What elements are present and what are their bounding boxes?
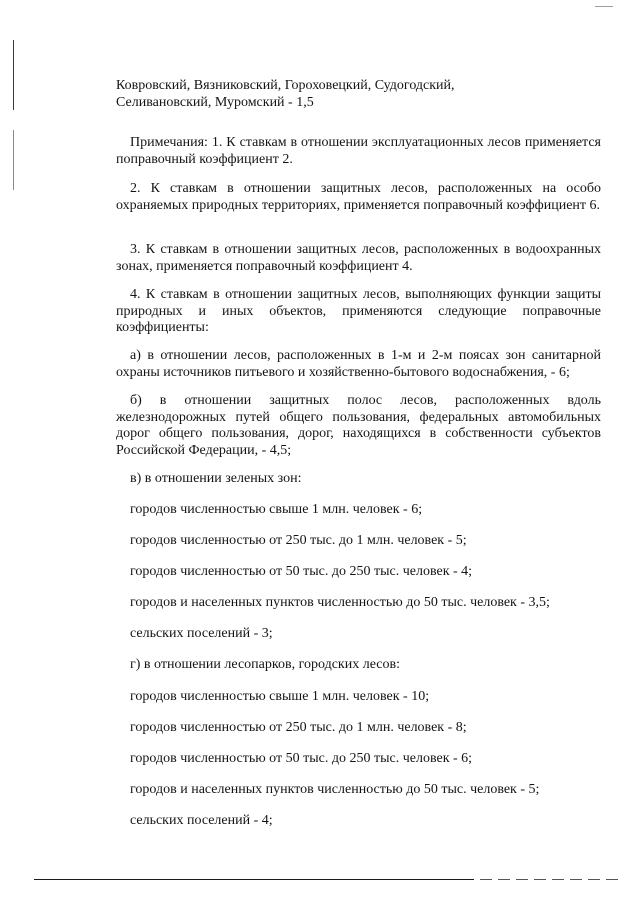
green-zones-item: сельских поселений - 3; xyxy=(130,626,273,641)
forest-parks-heading: г) в отношении лесопарков, городских лесов: xyxy=(130,657,400,672)
footer-rule-dash xyxy=(552,879,564,880)
note-item-b: б) в отношении защитных полос лесов, расположенных вдоль железнодорожных путей общего пользования, федеральных автомобильных дорог общего пользования, дорог, находящихся в собственности субъектов Российской Федерации, - 4,5; xyxy=(116,393,601,458)
forest-parks-item: городов численностью от 50 тыс. до 250 тыс. человек - 6; xyxy=(130,751,473,766)
footer-rule-dash xyxy=(534,879,546,880)
note-item-a: а) в отношении лесов, расположенных в 1-м и 2-м поясах зон санитарной охраны источников питьевого и хозяйственно-бытового водоснабжения, - 6; xyxy=(116,348,601,380)
region-list-line-2: Селивановский, Муромский - 1,5 xyxy=(116,94,314,110)
scan-corner-mark xyxy=(595,6,613,7)
note-4: 4. К ставкам в отношении защитных лесов, выполняющих функции защиты природных и иных объектов, применяются следующие поправочные коэффициенты: xyxy=(116,287,601,335)
forest-parks-item: городов численностью от 250 тыс. до 1 млн. человек - 8; xyxy=(130,720,467,735)
region-list-line-1: Ковровский, Вязниковский, Гороховецкий, Судогодский, xyxy=(116,78,455,93)
footer-rule-dash xyxy=(570,879,582,880)
green-zones-item: городов и населенных пунктов численностью до 50 тыс. человек - 3,5; xyxy=(130,595,550,610)
footer-rule-dash xyxy=(480,879,492,880)
forest-parks-item: сельских поселений - 4; xyxy=(130,813,273,828)
note-1: Примечания: 1. К ставкам в отношении эксплуатационных лесов применяется поправочный коэффициент 2. xyxy=(116,135,601,167)
forest-parks-item: городов численностью свыше 1 млн. человек - 10; xyxy=(130,689,430,704)
green-zones-item: городов численностью от 50 тыс. до 250 тыс. человек - 4; xyxy=(130,564,473,579)
footer-rule-dash xyxy=(516,879,528,880)
footer-rule-dash xyxy=(498,879,510,880)
note-3: 3. К ставкам в отношении защитных лесов, расположенных в водоохранных зонах, применяется поправочный коэффициент 4. xyxy=(116,242,601,274)
footer-rule xyxy=(34,879,474,880)
footer-rule-dash xyxy=(606,879,618,880)
green-zones-item: городов численностью от 250 тыс. до 1 млн. человек - 5; xyxy=(130,533,467,548)
note-2: 2. К ставкам в отношении защитных лесов, расположенных на особо охраняемых природных территориях, применяется поправочный коэффициент 6. xyxy=(116,181,601,213)
scan-margin-mark xyxy=(13,130,14,190)
scan-margin-mark xyxy=(13,40,14,110)
region-list xyxy=(116,78,601,111)
green-zones-item: городов численностью свыше 1 млн. человек - 6; xyxy=(130,502,423,517)
green-zones-heading: в) в отношении зеленых зон: xyxy=(130,471,302,486)
forest-parks-item: городов и населенных пунктов численностью до 50 тыс. человек - 5; xyxy=(130,782,540,797)
footer-rule-dash xyxy=(588,879,600,880)
